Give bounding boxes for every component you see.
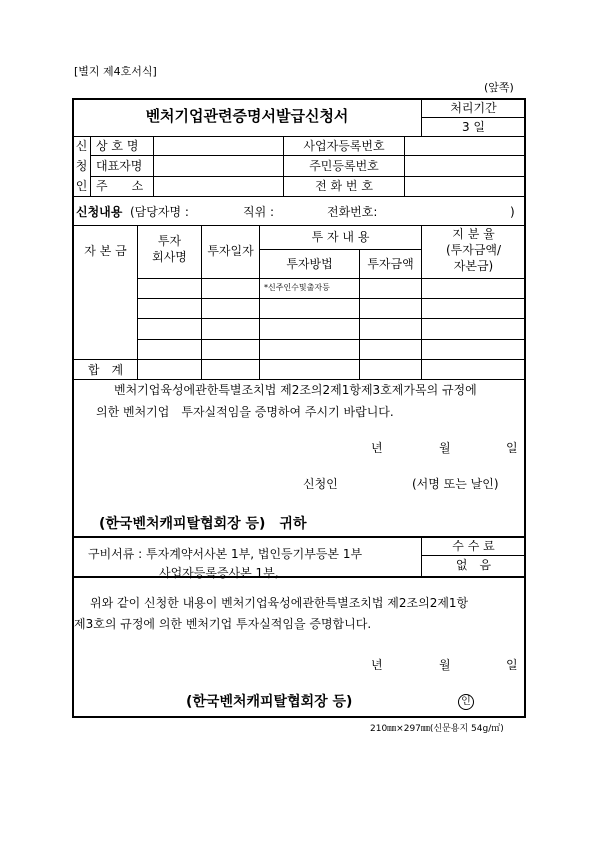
contact-phone-label: 전화번호: xyxy=(327,205,378,219)
seal-mark: 인 xyxy=(458,694,474,710)
processing-period-label: 처리기간 xyxy=(450,101,497,115)
equity-ratio-field[interactable] xyxy=(423,300,524,317)
invest-method-hint: *신주인수및출자등 xyxy=(264,283,330,292)
invest-amount-field[interactable] xyxy=(361,280,420,297)
total-label: 합 계 xyxy=(87,363,124,377)
phone-number-field[interactable] xyxy=(406,178,524,194)
invest-date-header: 투자일자 xyxy=(207,244,254,258)
fee-value: 없 음 xyxy=(455,558,492,572)
request-content-label: 신청내용 xyxy=(76,205,123,219)
applicant-sign-label: 신청인 xyxy=(303,477,338,491)
form-reference: [별지 제4호서식] xyxy=(74,65,157,78)
request-close-paren: ) xyxy=(510,205,515,219)
invest-amount-field[interactable] xyxy=(361,300,420,317)
invest-company-header-2: 회사명 xyxy=(152,250,187,264)
invest-method-header: 투자방법 xyxy=(286,257,333,271)
business-reg-no-label: 사업자등록번호 xyxy=(303,139,385,153)
applicant-side-char-1: 신 xyxy=(75,139,88,153)
statement-year: 년 xyxy=(371,441,383,455)
addressee: (한국벤처캐피탈협회장 등) 귀하 xyxy=(99,516,307,532)
applicant-sign-field[interactable] xyxy=(344,474,410,492)
contact-person-label: (담당자명 : xyxy=(130,205,189,219)
equity-ratio-header-1: 지 분 율 xyxy=(452,227,495,241)
invest-date-field[interactable] xyxy=(203,341,258,358)
capital-field[interactable] xyxy=(75,280,136,358)
address-field[interactable] xyxy=(155,178,282,194)
certify-line-1: 위와 같이 신청한 내용이 벤처기업육성에관한특별조치법 제2조의2제1항 xyxy=(90,596,469,610)
certify-line-2: 제3호의 규정에 의한 벤처기업 투자실적임을 증명합니다. xyxy=(74,617,372,631)
statement-line-2: 의한 벤처기업 투자실적임을 증명하여 주시기 바랍니다. xyxy=(96,405,394,419)
page-side-label: (앞쪽) xyxy=(484,81,514,94)
invest-company-field[interactable] xyxy=(139,280,200,297)
invest-amount-header: 투자금액 xyxy=(367,257,414,271)
required-documents-line-1: 구비서류 : 투자계약서사본 1부, 법인등기부등본 1부 xyxy=(88,547,363,561)
business-reg-no-field[interactable] xyxy=(406,138,524,154)
phone-number-label: 전 화 번 호 xyxy=(315,179,373,193)
statement-line-1: 벤처기업육성에관한특별조치법 제2조의2제1항제3호제가목의 규정에 xyxy=(114,383,477,397)
invest-company-field[interactable] xyxy=(139,320,200,338)
ceo-name-field[interactable] xyxy=(155,158,282,174)
equity-ratio-header-3: 자본금) xyxy=(453,259,494,273)
company-name-label: 상 호 명 xyxy=(96,139,139,153)
ceo-name-label: 대표자명 xyxy=(96,159,143,173)
company-name-field[interactable] xyxy=(155,138,282,154)
resident-reg-no-field[interactable] xyxy=(406,158,524,174)
invest-amount-field[interactable] xyxy=(361,320,420,338)
total-ratio-field[interactable] xyxy=(423,361,524,378)
issuer: (한국벤처캐피탈협회장 등) xyxy=(186,694,353,710)
invest-method-field[interactable] xyxy=(261,341,358,358)
certify-month: 월 xyxy=(439,658,451,672)
equity-ratio-header-2: (투자금액/ xyxy=(445,243,502,257)
capital-header: 자 본 금 xyxy=(84,244,127,258)
equity-ratio-field[interactable] xyxy=(423,320,524,338)
total-amount-field[interactable] xyxy=(361,361,420,378)
statement-day: 일 xyxy=(506,441,518,455)
fee-label: 수 수 료 xyxy=(452,539,495,553)
invest-company-header-1: 투자 xyxy=(157,234,182,248)
resident-reg-no-label: 주민등록번호 xyxy=(309,159,379,173)
total-date-field[interactable] xyxy=(203,361,258,378)
invest-content-header: 투 자 내 용 xyxy=(311,230,370,244)
invest-date-field[interactable] xyxy=(203,320,258,338)
statement-month: 월 xyxy=(439,441,451,455)
required-documents-line-2: 사업자등록증사본 1부, xyxy=(159,566,279,580)
equity-ratio-field[interactable] xyxy=(423,280,524,297)
invest-company-field[interactable] xyxy=(139,300,200,317)
certify-year: 년 xyxy=(371,658,383,672)
processing-period-value: 3 일 xyxy=(461,120,486,134)
invest-date-field[interactable] xyxy=(203,300,258,317)
total-method-field[interactable] xyxy=(261,361,358,378)
invest-company-field[interactable] xyxy=(139,341,200,358)
equity-ratio-field[interactable] xyxy=(423,341,524,358)
address-label: 주 소 xyxy=(96,179,144,193)
paper-size-note: 210㎜×297㎜(신문용지 54g/㎡) xyxy=(370,724,504,734)
invest-amount-field[interactable] xyxy=(361,341,420,358)
applicant-side-char-3: 인 xyxy=(75,179,88,193)
certify-day: 일 xyxy=(506,658,518,672)
total-company-field[interactable] xyxy=(139,361,200,378)
invest-method-field[interactable] xyxy=(261,300,358,317)
invest-date-field[interactable] xyxy=(203,280,258,297)
form-title: 벤처기업관련증명서발급신청서 xyxy=(145,107,349,125)
invest-method-field[interactable] xyxy=(261,320,358,338)
applicant-side-char-2: 청 xyxy=(75,159,88,173)
signature-note: (서명 또는 날인) xyxy=(412,477,499,491)
position-label: 직위 : xyxy=(243,205,275,219)
